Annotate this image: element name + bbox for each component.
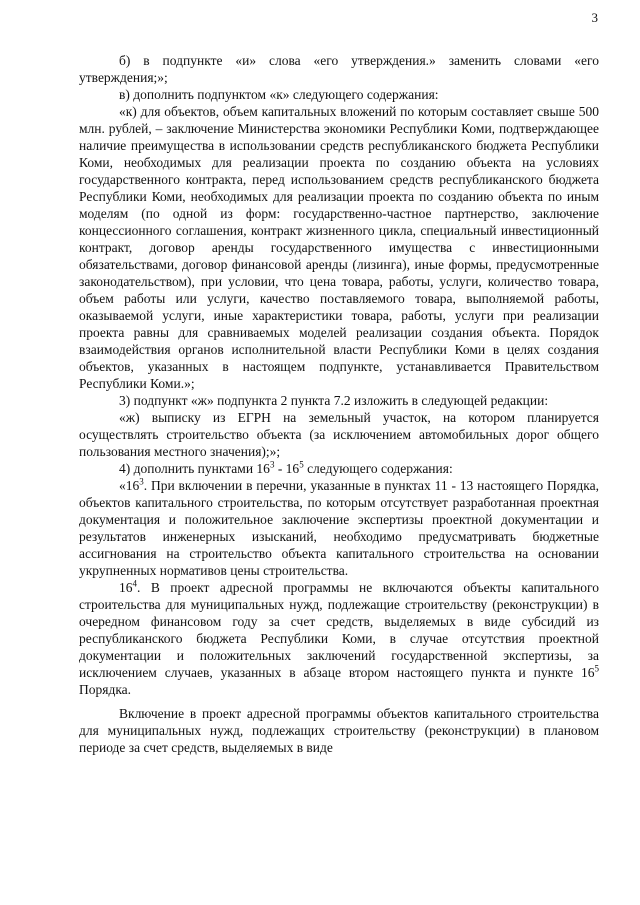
paragraph-inclusion: Включение в проект адресной программы объектов капитального строительства для муниципальных нужд, подлежащих строительству (реконструкции) в плановом периоде за счет средств, выделяемых в виде [79,706,599,755]
paragraph-amend-v: в) дополнить подпунктом «к» следующего содержания: [119,87,439,102]
paragraph-point-16-4: $16^4$. В проект адресной программы не включаются объекты капитального строительства для муниципальных нужд, подлежащие строительству (реконструкции) в очередном финансовом году за счет средств, выделяемых в виде субсидий из республиканского бюджета Республики Коми, в случае отсутствия проектной документации и положительных заключений государственной экспертизы, за исключением случаев, указанных в абзаце втором настоящего пункта и пункте $16^5$ Порядка. [79,578,599,697]
paragraph-subpoint-zh: «ж) выписку из ЕГРН на земельный участок, на котором планируется осуществлять строительство объекта (за исключением автомобильных дорог общего пользования местного значения);»; [79,410,599,459]
paragraph-amend-b: б) в подпункте «и» слова «его утверждения.» заменить словами «его утверждения;»; [79,53,599,85]
paragraph-point-16-3: «$16^3$. При включении в перечни, указанные в пунктах 11 - 13 настоящего Порядка, объектов капитального строительства, по которым отсутствует разработанная проектная документация и положительное заключение экспертизы проектной документации и результатов инженерных изысканий, необходимо предусматривать бюджетные ассигнования на строительство объекта капитального строительства на основании укрупненных нормативов цены строительства. [79,476,599,578]
paragraph-subpoint-k: «к) для объектов, объем капитальных вложений по которым составляет свыше 500 млн. рублей, – заключение Министерства экономики Республики Коми, подтверждающее наличие преимущества в использовании средств республиканского бюджета Республики Коми, необходимых для реализации проекта по созданию объекта на условиях государственного контракта, перед использованием средств республиканского бюджета Республики Коми, необходимых для реализации проекта по созданию объекта по иным моделям (по одной из форм: государственно-частное партнерство, заключение концессионного соглашения, контракт жизненного цикла, специальный инвестиционный контракт, договор аренды государственного имущества с инвестиционными обязательствами, договор финансовой аренды (лизинга), иные формы, предусмотренные законодательством), при условии, что цена товара, работы, услуги, количество товара, объем работы или услуги, качество поставляемого товара, выполняемой работы, оказываемой услуги, иные характеристики товара, работы, услуги при реализации проекта равны для сравниваемых моделей реализации создания объекта. Порядок взаимодействия органов исполнительной власти Республики Коми в целях создания объектов, указанных в настоящем подпункте, устанавливается Правительством Республики Коми.»; [79,104,599,391]
paragraph-amend-3: 3) подпункт «ж» подпункта 2 пункта 7.2 изложить в следующей редакции: [119,393,549,408]
paragraph-gap [79,698,599,705]
document-body [79,52,599,756]
paragraph-amend-4: 4) дополнить пунктами $16^3 - 16^5$ следующего содержания: [119,459,453,476]
page-number: 3 [591,10,598,25]
